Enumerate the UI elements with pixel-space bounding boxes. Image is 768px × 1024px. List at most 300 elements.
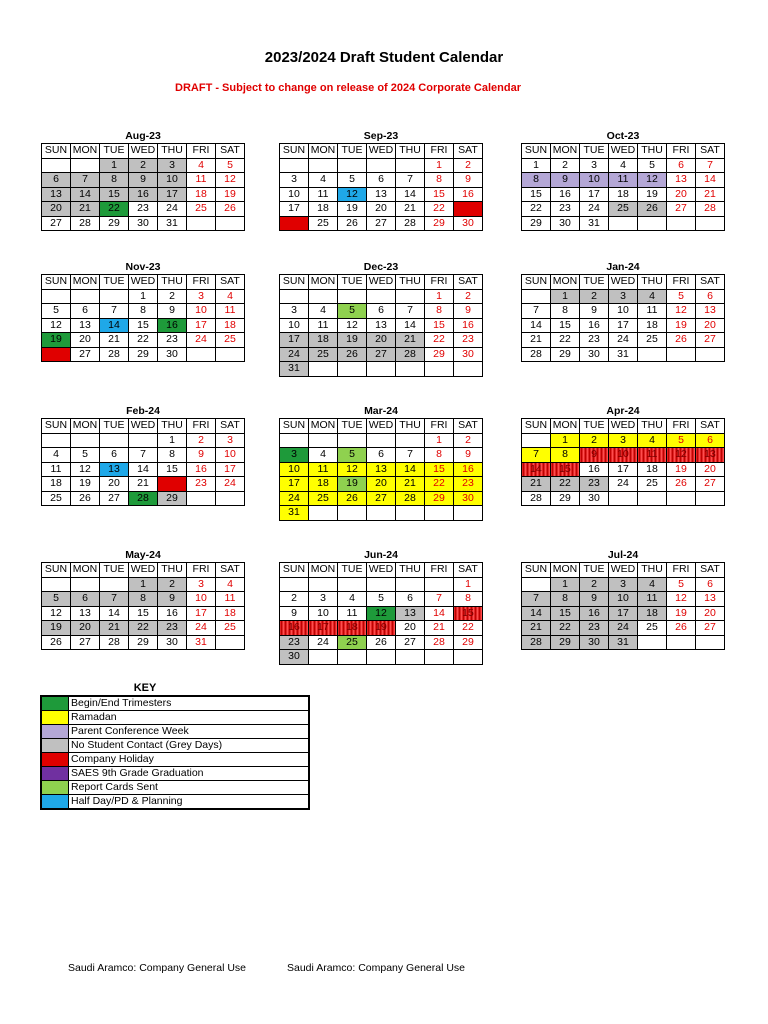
week-row	[42, 289, 245, 304]
weekday-header: WED	[129, 419, 158, 434]
month-title: Jul-24	[607, 549, 639, 561]
day-cell: 29	[129, 347, 158, 362]
day-cell: 12	[338, 462, 367, 477]
day-cell: 11	[638, 448, 667, 463]
weekday-header: FRI	[187, 419, 216, 434]
day-cell: 21	[129, 477, 158, 492]
empty-cell	[667, 491, 696, 506]
empty-cell	[338, 506, 367, 521]
day-cell: 31	[280, 506, 309, 521]
day-cell: 10	[309, 606, 338, 621]
day-cell: 21	[396, 202, 425, 217]
day-cell: 29	[425, 347, 454, 362]
day-cell: 13	[367, 462, 396, 477]
weekday-header: TUE	[338, 275, 367, 290]
empty-cell	[396, 158, 425, 173]
day-cell: 4	[338, 592, 367, 607]
empty-cell	[309, 650, 338, 665]
weekday-header: TUE	[100, 563, 129, 578]
weekday-header: THU	[638, 419, 667, 434]
empty-cell	[42, 158, 71, 173]
week-row	[42, 621, 245, 636]
empty-cell	[696, 347, 725, 362]
weekday-header-row	[522, 275, 725, 290]
day-cell: 5	[216, 158, 245, 173]
day-cell: 14	[129, 462, 158, 477]
empty-cell	[609, 491, 638, 506]
day-cell: 28	[522, 347, 551, 362]
week-row	[42, 577, 245, 592]
month-10	[279, 548, 483, 665]
day-cell: 8	[425, 304, 454, 319]
day-cell: 25	[638, 477, 667, 492]
day-cell: 29	[551, 347, 580, 362]
day-cell: 31	[158, 216, 187, 231]
empty-cell	[638, 491, 667, 506]
weekday-header: THU	[396, 275, 425, 290]
day-cell: 11	[309, 187, 338, 202]
day-cell: 30	[454, 347, 483, 362]
month-11	[521, 548, 725, 650]
week-row	[280, 304, 483, 319]
weekday-header: SAT	[454, 563, 483, 578]
empty-cell	[216, 635, 245, 650]
weekday-header: SAT	[216, 275, 245, 290]
day-cell: 16	[454, 462, 483, 477]
day-cell: 7	[100, 592, 129, 607]
weekday-header: TUE	[100, 144, 129, 159]
day-cell: 3	[280, 173, 309, 188]
key-label: Ramadan	[69, 711, 310, 725]
day-cell: 1	[425, 433, 454, 448]
day-cell: 29	[522, 216, 551, 231]
key-row	[41, 753, 309, 767]
day-cell: 11	[42, 462, 71, 477]
day-cell: 4	[638, 433, 667, 448]
day-cell: 7	[396, 304, 425, 319]
key-label: No Student Contact (Grey Days)	[69, 739, 310, 753]
day-cell: 30	[280, 650, 309, 665]
day-cell: 19	[367, 621, 396, 636]
day-cell: 13	[667, 173, 696, 188]
day-cell: 25	[42, 491, 71, 506]
empty-cell	[638, 347, 667, 362]
week-row	[280, 577, 483, 592]
day-cell: 19	[338, 477, 367, 492]
empty-cell	[216, 347, 245, 362]
day-cell: 14	[522, 462, 551, 477]
day-cell: 26	[216, 202, 245, 217]
day-cell: 19	[42, 621, 71, 636]
empty-cell	[396, 650, 425, 665]
weekday-header: SUN	[42, 144, 71, 159]
day-cell: 9	[454, 304, 483, 319]
weekday-header-row	[280, 144, 483, 159]
month-table	[521, 418, 725, 506]
month-table	[41, 562, 245, 650]
day-cell: 30	[580, 635, 609, 650]
key-swatch	[41, 767, 69, 781]
empty-cell	[129, 433, 158, 448]
day-cell: 31	[280, 362, 309, 377]
day-cell: 22	[522, 202, 551, 217]
day-cell: 17	[609, 318, 638, 333]
week-row	[522, 318, 725, 333]
key-row	[41, 725, 309, 739]
day-cell: 1	[158, 433, 187, 448]
day-cell: 3	[609, 289, 638, 304]
day-cell: 25	[309, 491, 338, 506]
day-cell: 16	[580, 318, 609, 333]
week-row	[42, 173, 245, 188]
day-cell: 22	[551, 333, 580, 348]
day-cell: 24	[280, 491, 309, 506]
day-cell: 22	[551, 621, 580, 636]
weekday-header-row	[280, 419, 483, 434]
day-cell: 12	[338, 187, 367, 202]
day-cell: 3	[580, 158, 609, 173]
weekday-header: WED	[367, 144, 396, 159]
day-cell: 25	[309, 216, 338, 231]
day-cell: 18	[309, 202, 338, 217]
week-row	[522, 333, 725, 348]
empty-cell	[338, 158, 367, 173]
day-cell: 10	[187, 592, 216, 607]
month-1	[279, 129, 483, 231]
empty-cell	[216, 491, 245, 506]
day-cell: 6	[396, 592, 425, 607]
week-row	[280, 216, 483, 231]
day-cell: 18	[638, 606, 667, 621]
day-cell: 19	[667, 318, 696, 333]
empty-cell	[187, 216, 216, 231]
draft-notice: DRAFT - Subject to change on release of 2024 Corporate Calendar	[175, 82, 521, 94]
day-cell: 26	[667, 621, 696, 636]
day-cell: 27	[71, 347, 100, 362]
week-row	[280, 158, 483, 173]
empty-cell	[309, 289, 338, 304]
day-cell: 13	[100, 462, 129, 477]
day-cell: 17	[280, 333, 309, 348]
day-cell: 29	[551, 635, 580, 650]
weekday-header: THU	[158, 144, 187, 159]
weekday-header: THU	[396, 419, 425, 434]
key-label: Half Day/PD & Planning	[69, 795, 310, 810]
day-cell: 23	[158, 333, 187, 348]
month-2	[521, 129, 725, 231]
day-cell: 3	[216, 433, 245, 448]
empty-cell	[42, 577, 71, 592]
week-row	[280, 362, 483, 377]
weekday-header: FRI	[667, 275, 696, 290]
empty-cell	[396, 289, 425, 304]
day-cell: 17	[609, 606, 638, 621]
week-row	[42, 304, 245, 319]
weekday-header: FRI	[667, 419, 696, 434]
day-cell: 29	[100, 216, 129, 231]
weekday-header: MON	[71, 563, 100, 578]
month-title: Apr-24	[606, 405, 640, 417]
day-cell: 8	[129, 592, 158, 607]
week-row	[42, 333, 245, 348]
day-cell: 25	[638, 333, 667, 348]
weekday-header: FRI	[425, 419, 454, 434]
day-cell: 2	[158, 289, 187, 304]
empty-cell	[187, 491, 216, 506]
empty-cell	[42, 433, 71, 448]
weekday-header-row	[522, 563, 725, 578]
day-cell: 30	[454, 491, 483, 506]
week-row	[42, 477, 245, 492]
day-cell: 22	[129, 621, 158, 636]
day-cell: 23	[280, 635, 309, 650]
weekday-header: TUE	[580, 563, 609, 578]
day-cell: 11	[638, 304, 667, 319]
week-row	[280, 289, 483, 304]
weekday-header: MON	[551, 563, 580, 578]
day-cell: 11	[216, 304, 245, 319]
day-cell: 4	[609, 158, 638, 173]
day-cell: 26	[367, 635, 396, 650]
weekday-header-row	[522, 419, 725, 434]
week-row	[522, 592, 725, 607]
month-table	[41, 274, 245, 362]
day-cell: 21	[396, 333, 425, 348]
week-row	[42, 202, 245, 217]
day-cell: 13	[71, 318, 100, 333]
weekday-header: THU	[638, 144, 667, 159]
day-cell: 24	[609, 621, 638, 636]
weekday-header: SUN	[42, 275, 71, 290]
day-cell: 15	[551, 318, 580, 333]
day-cell: 15	[425, 318, 454, 333]
day-cell: 29	[454, 635, 483, 650]
day-cell: 9	[454, 173, 483, 188]
day-cell: 11	[309, 318, 338, 333]
day-cell: 6	[696, 433, 725, 448]
empty-cell	[280, 577, 309, 592]
legend-key	[40, 682, 310, 810]
day-cell: 27	[696, 333, 725, 348]
day-cell: 24	[187, 621, 216, 636]
weekday-header: FRI	[187, 275, 216, 290]
day-cell: 1	[425, 158, 454, 173]
empty-cell	[425, 362, 454, 377]
day-cell: 5	[338, 304, 367, 319]
day-cell: 29	[551, 491, 580, 506]
empty-cell	[522, 289, 551, 304]
day-cell: 27	[396, 635, 425, 650]
week-row	[522, 621, 725, 636]
day-cell: 18	[638, 462, 667, 477]
month-5	[521, 260, 725, 362]
day-cell: 18	[309, 333, 338, 348]
day-cell: 5	[42, 304, 71, 319]
day-cell: 29	[129, 635, 158, 650]
empty-cell	[309, 158, 338, 173]
day-cell: 17	[280, 477, 309, 492]
day-cell: 1	[129, 577, 158, 592]
weekday-header: TUE	[580, 419, 609, 434]
weekday-header: TUE	[100, 419, 129, 434]
day-cell: 14	[396, 318, 425, 333]
day-cell: 2	[580, 433, 609, 448]
day-cell: 23	[551, 202, 580, 217]
weekday-header: WED	[129, 275, 158, 290]
day-cell: 5	[667, 577, 696, 592]
weekday-header: FRI	[425, 275, 454, 290]
day-cell: 30	[580, 491, 609, 506]
day-cell: 28	[396, 347, 425, 362]
day-cell: 8	[551, 592, 580, 607]
week-row	[42, 347, 245, 362]
empty-cell	[309, 362, 338, 377]
empty-cell	[396, 506, 425, 521]
day-cell: 31	[609, 347, 638, 362]
month-0	[41, 129, 245, 231]
weekday-header: TUE	[338, 144, 367, 159]
day-cell: 6	[367, 304, 396, 319]
day-cell: 10	[216, 448, 245, 463]
empty-cell	[100, 577, 129, 592]
day-cell: 7	[425, 592, 454, 607]
day-cell: 31	[609, 635, 638, 650]
week-row	[522, 202, 725, 217]
week-row	[280, 448, 483, 463]
empty-cell	[425, 577, 454, 592]
empty-cell	[396, 433, 425, 448]
day-cell: 9	[580, 592, 609, 607]
day-cell: 1	[129, 289, 158, 304]
key-swatch	[41, 753, 69, 767]
weekday-header: MON	[551, 419, 580, 434]
key-table	[40, 695, 310, 810]
day-cell: 18	[42, 477, 71, 492]
key-row	[41, 781, 309, 795]
month-title: Dec-23	[363, 261, 399, 273]
day-cell: 20	[367, 202, 396, 217]
key-row	[41, 711, 309, 725]
month-title: May-24	[125, 549, 161, 561]
day-cell: 22	[425, 202, 454, 217]
week-row	[42, 448, 245, 463]
day-cell: 7	[522, 448, 551, 463]
weekday-header: TUE	[580, 275, 609, 290]
key-label: SAES 9th Grade Graduation	[69, 767, 310, 781]
day-cell: 15	[551, 462, 580, 477]
day-cell: 12	[42, 606, 71, 621]
weekday-header: SUN	[42, 419, 71, 434]
week-row	[280, 477, 483, 492]
empty-cell	[42, 289, 71, 304]
day-cell: 15	[425, 187, 454, 202]
weekday-header: SUN	[280, 144, 309, 159]
week-row	[280, 506, 483, 521]
day-cell: 27	[71, 635, 100, 650]
day-cell: 21	[696, 187, 725, 202]
week-row	[522, 433, 725, 448]
day-cell: 19	[338, 333, 367, 348]
day-cell: 21	[522, 477, 551, 492]
day-cell: 5	[367, 592, 396, 607]
weekday-header: THU	[396, 563, 425, 578]
day-cell: 7	[522, 592, 551, 607]
day-cell: 19	[71, 477, 100, 492]
footer-label-left: Saudi Aramco: Company General Use	[68, 962, 247, 974]
day-cell: 28	[100, 635, 129, 650]
day-cell: 21	[71, 202, 100, 217]
weekday-header: FRI	[425, 144, 454, 159]
weekday-header: WED	[367, 563, 396, 578]
week-row	[522, 635, 725, 650]
day-cell: 28	[100, 347, 129, 362]
weekday-header: SAT	[216, 144, 245, 159]
day-cell: 7	[696, 158, 725, 173]
empty-cell	[367, 433, 396, 448]
weekday-header: TUE	[338, 419, 367, 434]
day-cell: 10	[609, 592, 638, 607]
day-cell: 13	[396, 606, 425, 621]
weekday-header: FRI	[667, 144, 696, 159]
day-cell: 24	[158, 202, 187, 217]
day-cell: 31	[187, 635, 216, 650]
empty-cell	[71, 433, 100, 448]
day-cell: 4	[309, 448, 338, 463]
empty-cell	[309, 433, 338, 448]
day-cell: 15	[425, 462, 454, 477]
day-cell: 10	[609, 304, 638, 319]
week-row	[522, 477, 725, 492]
empty-cell	[667, 216, 696, 231]
empty-cell	[367, 158, 396, 173]
day-cell: 26	[42, 347, 71, 362]
week-row	[42, 216, 245, 231]
day-cell: 12	[667, 304, 696, 319]
day-cell: 14	[696, 173, 725, 188]
empty-cell	[367, 577, 396, 592]
day-cell: 11	[338, 606, 367, 621]
day-cell: 4	[42, 448, 71, 463]
week-row	[42, 318, 245, 333]
day-cell: 17	[187, 606, 216, 621]
day-cell: 13	[696, 592, 725, 607]
weekday-header: TUE	[580, 144, 609, 159]
weekday-header: SAT	[216, 419, 245, 434]
day-cell: 4	[309, 304, 338, 319]
day-cell: 20	[71, 621, 100, 636]
day-cell: 12	[216, 173, 245, 188]
empty-cell	[367, 650, 396, 665]
day-cell: 3	[280, 448, 309, 463]
weekday-header: SUN	[522, 144, 551, 159]
month-4	[279, 260, 483, 377]
day-cell: 2	[580, 577, 609, 592]
day-cell: 15	[522, 187, 551, 202]
day-cell: 30	[454, 216, 483, 231]
day-cell: 8	[454, 592, 483, 607]
day-cell: 6	[696, 289, 725, 304]
day-cell: 29	[158, 491, 187, 506]
key-row	[41, 739, 309, 753]
month-table	[279, 143, 483, 231]
day-cell: 8	[425, 448, 454, 463]
day-cell: 9	[158, 304, 187, 319]
day-cell: 25	[638, 621, 667, 636]
empty-cell	[338, 433, 367, 448]
month-title: Feb-24	[126, 405, 160, 417]
key-row	[41, 767, 309, 781]
day-cell: 15	[129, 318, 158, 333]
